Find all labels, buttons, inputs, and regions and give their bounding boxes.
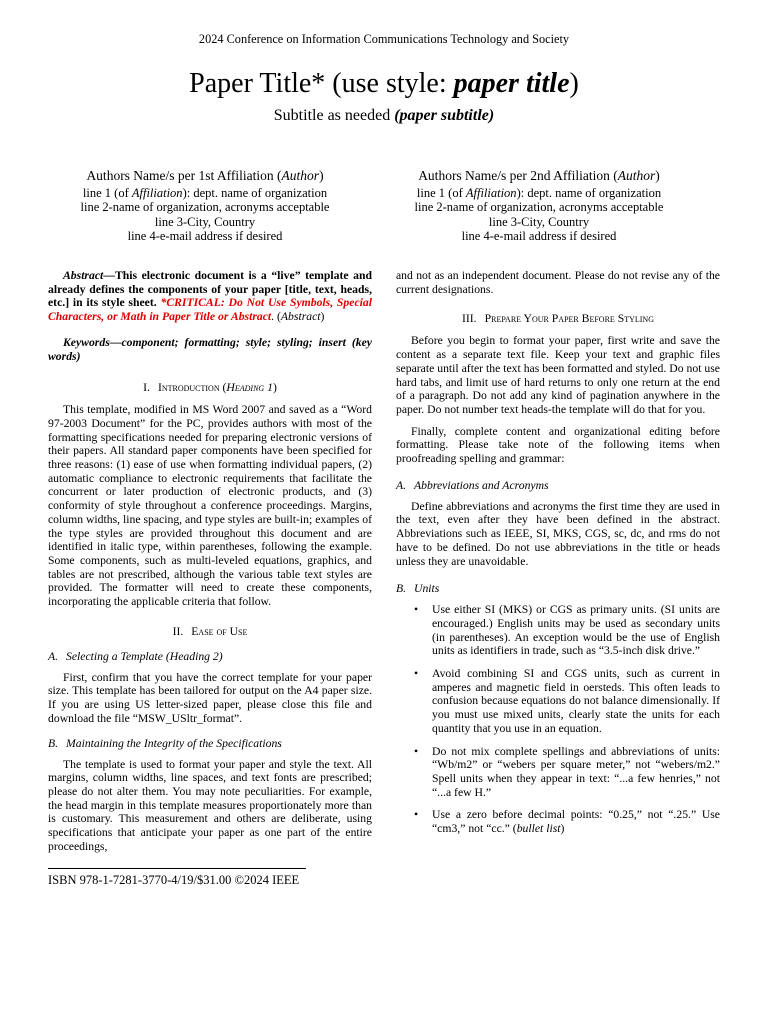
units-bullet-list: [396, 603, 720, 836]
subtitle-main: Subtitle as needed: [273, 107, 395, 124]
list-item: • Avoid combining SI and CGS units, such as current in amperes and magnetic field in oersteds. This often leads to confusion because equations do not balance dimensionally. If you must use mixed units, clearly state the units for each quantity that you use in an equation.: [414, 667, 720, 735]
bullet-icon: •: [414, 603, 419, 617]
integrity-paragraph-continued: and not as an independent document. Please do not revise any of the current designations.: [396, 269, 720, 296]
subtitle-italic: (paper subtitle): [394, 107, 495, 124]
author-name: Authors Name/s per 1st Affiliation (Author): [86, 168, 324, 183]
author-line-3: line 3-City, Country: [154, 214, 256, 229]
title-close: ): [569, 68, 579, 99]
author-line-1: line 1 (of Affiliation): dept. name of organization: [416, 186, 662, 200]
abstract: Abstract—This electronic document is a “live” template and already defines the components of your paper [title, text, heads, etc.] in its style sheet. *CRITICAL: Do Not Use Symbols, Special Characters, or Math in Paper Title or Abstract. (Abstract): [48, 269, 372, 324]
section-heading-intro: I. Introduction (Heading 1): [143, 381, 277, 395]
title-italic: paper title: [453, 68, 570, 99]
bullet-icon: •: [414, 808, 419, 822]
author-line-3: line 3-City, Country: [488, 214, 590, 229]
subsection-heading-template: A. Selecting a Template (Heading 2): [48, 649, 223, 663]
list-item: • Use either SI (MKS) or CGS as primary units. (SI units are encouraged.) English units may be used as secondary units (in parentheses). An exception would be the use of English units as identifiers in trade, such as “3.5-inch disk drive.”: [414, 603, 720, 658]
author-name: Authors Name/s per 2nd Affiliation (Author): [418, 168, 660, 183]
abbreviations-paragraph: Define abbreviations and acronyms the first time they are used in the text, even after they have been defined in the abstract. Abbreviations such as IEEE, SI, MKS, CGS, sc, dc, and rms do not have to be defined. Do not use abbreviations in the title or heads unless they are unavoidable.: [396, 499, 720, 568]
integrity-paragraph: The template is used to format your paper and style the text. All margins, column widths, line spaces, and text fonts are prescribed; please do not alter them. You may note peculiarities. For example, the head margin in this template measures proportionately more than is customary. This measurement and others are deliberate, using specifications that anticipate your paper as one part of the entire proceedings,: [48, 757, 372, 853]
conference-header: 2024 Conference on Information Communications Technology and Society: [198, 32, 570, 46]
subsection-heading-abbreviations: A. Abbreviations and Acronyms: [396, 478, 549, 492]
isbn-footnote: ISBN 978-1-7281-3770-4/19/$31.00 ©2024 IEEE: [48, 873, 300, 887]
template-paragraph: First, confirm that you have the correct template for your paper size. This template has been tailored for output on the A4 paper size. If you are using US letter-sized paper, please close this file and download the file “MSW_USltr_format”.: [48, 670, 372, 725]
title-main: Paper Title* (use style:: [189, 68, 454, 99]
list-item: • Do not mix complete spellings and abbreviations of units: “Wb/m2” or “webers per square meter,” not “webers/m2.” Spell units when they appear in text: “...a few henries,” not “...a few H.”: [414, 744, 720, 799]
list-item: • Use a zero before decimal points: “0.25,” not “.25.” Use “cm3,” not “cc.” (bullet list): [414, 808, 720, 836]
author-line-4: line 4-e-mail address if desired: [127, 228, 283, 243]
bullet-icon: •: [414, 744, 419, 758]
author-line-2: line 2-name of organization, acronyms acceptable: [414, 200, 664, 215]
author-block-1: [40, 167, 370, 243]
section-heading-prepare: III. Prepare Your Paper Before Styling: [462, 312, 654, 326]
left-column: [48, 269, 372, 854]
author-line-2: line 2-name of organization, acronyms acceptable: [80, 200, 330, 215]
abstract-critical-note: *CRITICAL: Do Not Use Symbols, Special Characters, or Math in Paper Title or Abstract: [48, 296, 372, 324]
prepare-paragraph-1: Before you begin to format your paper, first write and save the content as a separate text file. Keep your text and graphic files separate until after the text has been formatted and styled. Do not use hard tabs, and limit use of hard returns to only one return at the end of a paragraph. Do not add any kind of pagination anywhere in the paper. Do not number text heads-the template will do that for you.: [396, 334, 720, 416]
subsection-heading-units: B. Units: [396, 582, 440, 596]
keywords: Keywords—component; formatting; style; styling; insert (key words): [48, 335, 372, 363]
author-line-1: line 1 (of Affiliation): dept. name of organization: [82, 186, 328, 200]
subsection-heading-integrity: B. Maintaining the Integrity of the Specifications: [48, 736, 282, 750]
author-line-4: line 4-e-mail address if desired: [461, 228, 617, 243]
paper-subtitle: [0, 104, 768, 128]
right-column: [396, 269, 720, 845]
author-block-2: [374, 167, 704, 243]
footnote-rule: [48, 868, 306, 869]
prepare-paragraph-2: Finally, complete content and organizational editing before formatting. Please take note of the following items when proofreading spelling and grammar:: [396, 424, 720, 466]
bullet-icon: •: [414, 667, 419, 681]
intro-paragraph: This template, modified in MS Word 2007 and saved as a “Word 97-2003 Document” for the PC, provides authors with most of the formatting specifications needed for preparing electronic versions of their papers. All standard paper components have been specified for three reasons: (1) ease of use when formatting individual papers, (2) automatic compliance to electronic requirements that facilitate the concurrent or later production of electronic products, and (3) conformity of style throughout a conference proceedings. Margins, column widths, line spacing, and type styles are built-in; examples of the type styles are provided throughout this document and are identified in italic type, within parentheses, following the example. Some components, such as multi-leveled equations, graphics, and tables are not prescribed, although the various table text styles are provided. The formatter will need to create these components, incorporating the applicable criteria that follow.: [48, 403, 372, 609]
paper-title: [0, 64, 768, 104]
section-heading-ease: II. Ease of Use: [172, 624, 248, 638]
